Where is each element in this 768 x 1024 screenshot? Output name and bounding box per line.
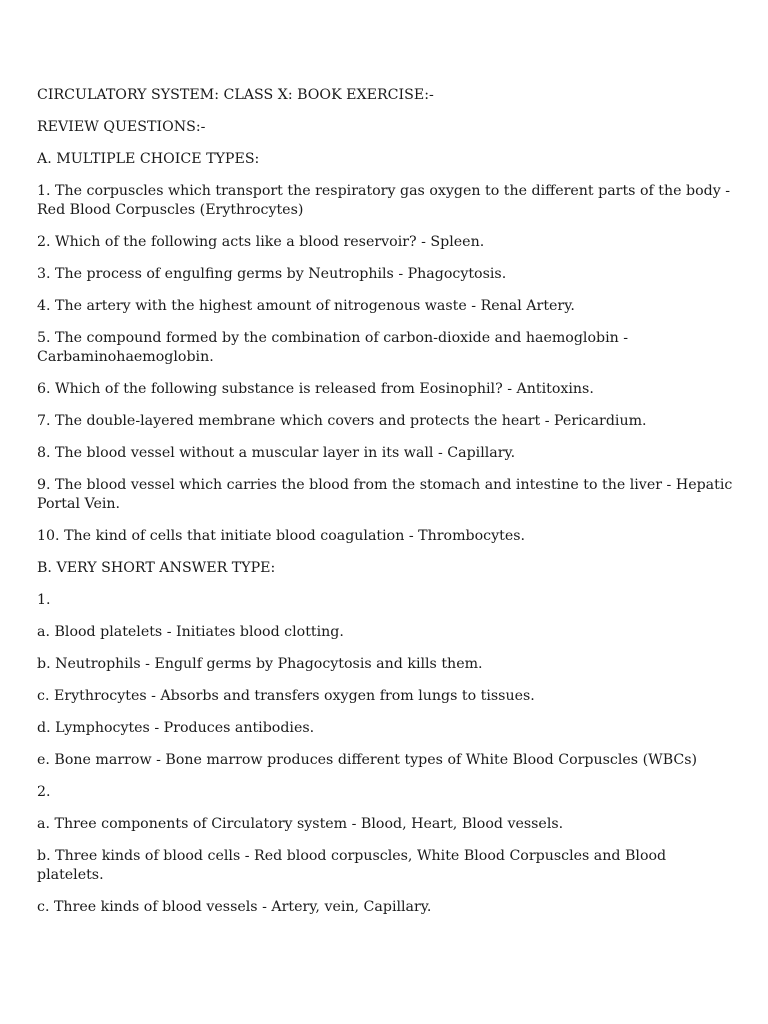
mcq-item: 4. The artery with the highest amount of nitrogenous waste - Renal Artery. [37, 298, 575, 314]
mcq-item: 8. The blood vessel without a muscular layer in its wall - Capillary. [37, 445, 516, 461]
q1-answer-item: b. Neutrophils - Engulf germs by Phagocytosis and kills them. [37, 656, 483, 672]
section-b-heading: B. VERY SHORT ANSWER TYPE: [37, 560, 276, 576]
mcq-item: 2. Which of the following acts like a blood reservoir? - Spleen. [37, 234, 485, 250]
q1-answer-item: e. Bone marrow - Bone marrow produces different types of White Blood Corpuscles (WBCs) [37, 752, 698, 768]
q2-answer-item: b. Three kinds of blood cells - Red blood corpuscles, White Blood Corpuscles and Blood platelets. [37, 848, 667, 883]
q2-answer-item: a. Three components of Circulatory system - Blood, Heart, Blood vessels. [37, 816, 564, 832]
mcq-item: 5. The compound formed by the combination of carbon-dioxide and haemoglobin - Carbaminohaemoglobin. [37, 330, 629, 365]
q2-answer-item: c. Three kinds of blood vessels - Artery, vein, Capillary. [37, 899, 432, 915]
q1-answer-item: d. Lymphocytes - Produces antibodies. [37, 720, 315, 736]
mcq-item: 6. Which of the following substance is released from Eosinophil? - Antitoxins. [37, 381, 594, 397]
mcq-item: 7. The double-layered membrane which covers and protects the heart - Pericardium. [37, 413, 647, 429]
section-a-heading: A. MULTIPLE CHOICE TYPES: [37, 151, 260, 167]
q1-answer-item: c. Erythrocytes - Absorbs and transfers oxygen from lungs to tissues. [37, 688, 535, 704]
mcq-item: 1. The corpuscles which transport the respiratory gas oxygen to the different parts of the body - Red Blood Corpuscles (Erythrocytes) [37, 183, 731, 218]
mcq-item: 3. The process of engulfing germs by Neutrophils - Phagocytosis. [37, 266, 507, 282]
q1-answer-item: a. Blood platelets - Initiates blood clotting. [37, 624, 344, 640]
question-2-label: 2. [37, 784, 51, 800]
review-heading: REVIEW QUESTIONS:- [37, 119, 206, 135]
document-page [37, 86, 737, 930]
mcq-item: 9. The blood vessel which carries the blood from the stomach and intestine to the liver - Hepatic Portal Vein. [37, 477, 733, 512]
mcq-item: 10. The kind of cells that initiate blood coagulation - Thrombocytes. [37, 528, 526, 544]
question-1-label: 1. [37, 592, 51, 608]
document-title: CIRCULATORY SYSTEM: CLASS X: BOOK EXERCISE:- [37, 87, 434, 103]
